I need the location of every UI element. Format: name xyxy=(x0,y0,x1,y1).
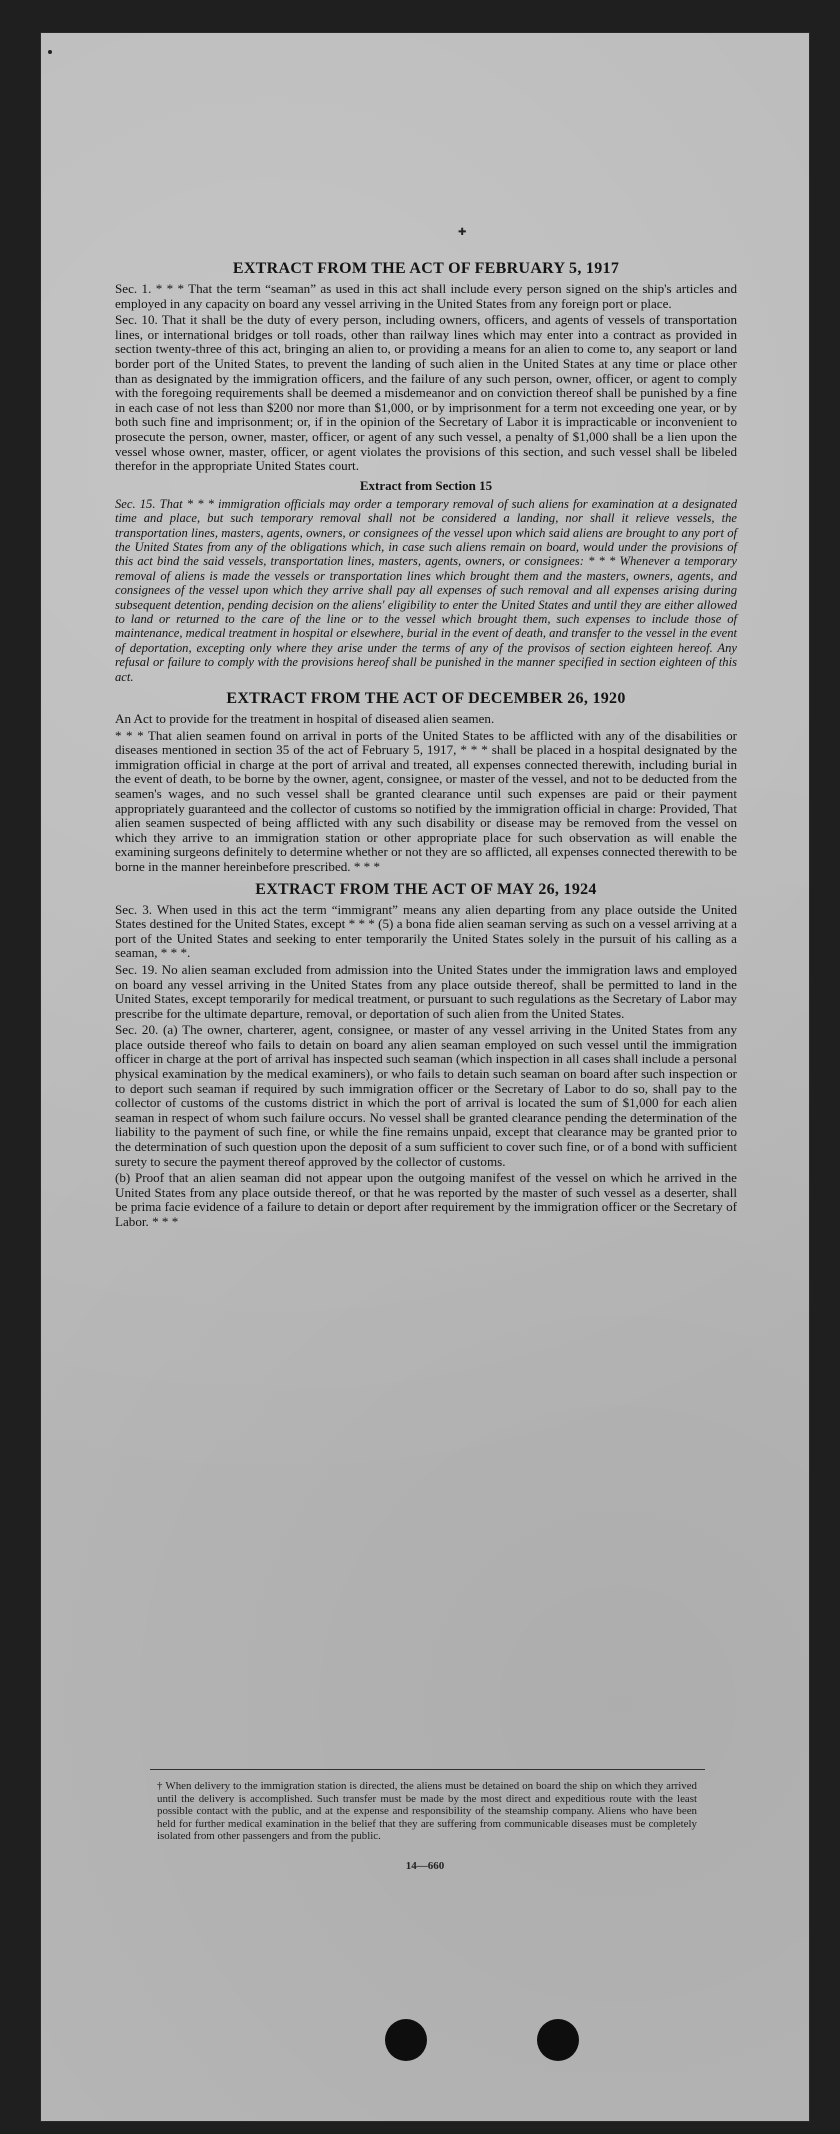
title-1917: EXTRACT FROM THE ACT OF FEBRUARY 5, 1917 xyxy=(232,260,620,277)
stray-mark: ✚ xyxy=(458,227,467,238)
paragraph-1924-sec-3: Sec. 3. When used in this act the term “immigrant” means any alien departing from any place outside the United States destined for the United States, except * * * (5) a bona fide alien seaman serving as such on a vessel arriving at a port of the United States and seeking to enter temporarily the United States solely in the pursuit of his calling as a seaman, * * *. xyxy=(115,901,737,961)
title-1920: EXTRACT FROM THE ACT OF DECEMBER 26, 1920 xyxy=(226,690,626,707)
punch-hole-left xyxy=(385,2019,427,2061)
paragraph-sec-10: Sec. 10. That it shall be the duty of every person, including owners, officers, and agents of vessels of transportation lines, or international bridges or toll roads, other than railway lines which may enter into a contract as provided in section twenty-three of this act, bringing an alien to, or providing a means for an alien to come to, any seaport or land border port of the United States, to prevent the landing of such alien in the United States at any time or place other than as designated by the immigration officers, and the failure of any such person, owner, officer, or agent to comply with the foregoing requirements shall be deemed a misdemeanor and on conviction thereof shall be punished by a fine in each case of not less than $200 nor more than $1,000, or by imprisonment for a term not exceeding one year, or by both such fine and imprisonment; or, if in the opinion of the Secretary of Labor it is impracticable or inconvenient to prosecute the person, owner, master, officer, or agent of any such vessel, a penalty of $1,000 shall be a lien upon the vessel whose owner, master, officer, or agent violates the provisions of this section, and such vessel shall be libeled therefor in the appropriate United States court. xyxy=(115,312,737,474)
paragraph-1924-sec-20b: (b) Proof that an alien seaman did not appear upon the outgoing manifest of the vessel on which he arrived in the United States from any place outside thereof, or that he was reported by the master of such vessel as a deserter, shall be prima facie evidence of a failure to detain or deport after requirement by the immigration officer or the Secretary of Labor. * * * xyxy=(115,1170,737,1229)
paragraph-sec-1: Sec. 1. * * * That the term “seaman” as used in this act shall include every person signed on the ship's articles and employed in any capacity on board any vessel arriving in the United States from any foreign port or place. xyxy=(115,281,737,311)
paragraph-1924-sec-20a: Sec. 20. (a) The owner, charterer, agent, consignee, or master of any vessel arriving in the United States from any place outside thereof who fails to detain on board any alien seaman employed on such vessel until the immigration officer in charge at the port of arrival has inspected such seaman (which inspection in all cases shall include a personal physical examination by the medical examiners), or who fails to detain such seaman on board after such inspection or to deport such seaman if required by such immigration officer or the Secretary of Labor to do so, shall pay to the collector of customs of the customs district in which the port of arrival is located the sum of $1,000 for each alien seaman in respect of whom such failure occurs. No vessel shall be granted clearance pending the determination of the liability to the payment of such fine, or while the fine remains unpaid, except that clearance may be granted prior to the determination of such question upon the deposit of a sum sufficient to cover such fine, or of a bond with sufficient surety to secure the payment thereof approved by the collector of customs. xyxy=(115,1022,737,1169)
punch-hole-right xyxy=(537,2019,579,2061)
paragraph-1920-intro: An Act to provide for the treatment in hospital of diseased alien seamen. xyxy=(115,711,495,726)
footnote: † When delivery to the immigration station is directed, the aliens must be detained on board the ship on which they arrived until the delivery is accomplished. Such transfer must be made by the most direct and expeditious route with the least possible contact with the public, and at the expense and responsibility of the steamship company. Aliens who have been held for further medical examination in the belief that they are suffering from communicable diseases must be completely isolated from other passengers and from the public. xyxy=(157,1780,697,1843)
form-number: 14—660 xyxy=(405,1860,445,1872)
footnote-divider xyxy=(150,1769,705,1770)
document-page xyxy=(40,32,810,2122)
paragraph-sec-15: Sec. 15. That * * * immigration officials may order a temporary removal of such aliens for examination at a designated time and place, but such temporary removal shall not be considered a landing, nor shall it relieve vessels, the transportation lines, masters, agents, owners, or consignees of the vessel upon which said aliens are brought to any port of the United States from any of the obligations which, in case such aliens remain on board, would under the provisions of this act bind the said vessels, transportation lines, masters, agents, owners, or consignees: * * * Whenever a temporary removal of aliens is made the vessels or transportation lines which brought them and the masters, owners, agents, and consignees of the vessel upon which they arrive shall pay all expenses of such removal and all expenses arising during subsequent detention, pending decision on the aliens' eligibility to enter the United States and until they are either allowed to land or returned to the care of the line or to the vessel which brought them, such expenses to include those of maintenance, medical treatment in hospital or elsewhere, burial in the event of death, and transfer to the vessel in the event of deportation, excepting only where they arise under the terms of any of the provisos of section eighteen hereof. Any refusal or failure to comply with the provisions hereof shall be punished in the manner specified in section eighteen of this act. xyxy=(115,496,737,684)
corner-mark xyxy=(48,50,52,54)
section-15-heading: Extract from Section 15 xyxy=(359,477,493,493)
document-body xyxy=(115,260,737,1232)
paragraph-1920-text: * * * That alien seamen found on arrival in ports of the United States to be afflicted with any of the disabilities or diseases mentioned in section 35 of the act of February 5, 1917, * * * shall be placed in a hospital designated by the immigration official in charge at the port of arrival and treated, all expenses connected therewith, including burial in the event of death, to be borne by the owner, agent, consignee, or master of the vessel, and not to be deducted from the seamen's wages, and no such vessel shall be granted clearance until such expenses are paid or their payment appropriately guaranteed and the collector of customs so notified by the immigration official in charge: Provided, That alien seamen suspected of being afflicted with any such disability or disease may be removed from the vessel on which they arrive to an immigration station or other appropriate place for such observation as will enable the examining surgeons definitely to determine whether or not they are so afflicted, all expenses connected therewith to be borne in the manner hereinbefore prescribed. * * * xyxy=(115,727,737,874)
paragraph-1924-sec-19: Sec. 19. No alien seaman excluded from admission into the United States under the immigration laws and employed on board any vessel arriving in the United States from any place outside thereof, shall be permitted to land in the United States, except temporarily for medical treatment, or pursuant to such regulations as the Secretary of Labor may prescribe for the ultimate departure, removal, or deportation of such alien from the United States. xyxy=(115,961,737,1021)
title-1924: EXTRACT FROM THE ACT OF MAY 26, 1924 xyxy=(255,880,597,898)
